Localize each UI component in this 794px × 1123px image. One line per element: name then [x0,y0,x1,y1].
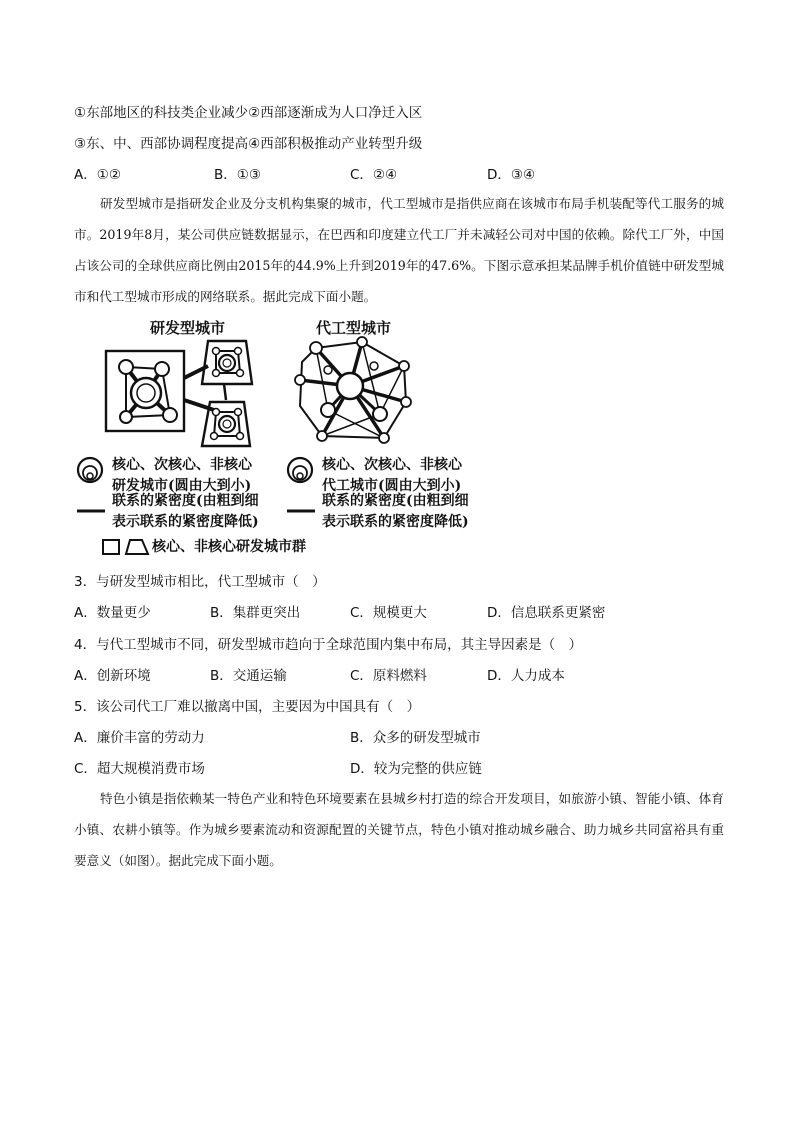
q4-option-c[interactable]: C．原料燃料 [350,668,427,684]
q5-option-c[interactable]: C．超大规模消费市场 [74,761,205,777]
legend-circle-text-left-line-2: 研发城市(圆由大到小) [112,478,252,494]
q4-option-d[interactable]: D．人力成本 [487,668,565,684]
q4-option-b[interactable]: B．交通运输 [210,668,287,684]
option-d[interactable]: D．③④ [487,167,536,183]
legend-line-icon-right [286,506,316,516]
passage-2-line-1: 特色小镇是指依赖某一特色产业和特色环境要素在县城乡村打造的综合开发项目，如旅游小镇、智能小 [100,791,674,806]
legend-circle-text-right-line-2: 代工城市(圆由大到小) [322,478,462,494]
q3-option-d[interactable]: D．信息联系更紧密 [487,605,606,621]
legend-circle-icon-left [76,456,106,484]
passage-2-line-2: 镇、体育小镇、农耕小镇等。作为城乡要素流动和资源配置的关键节点，特色小镇对推动城乡融合、助力城 [74,791,725,837]
prev-question-items-line1: ①东部地区的科技类企业减少②西部逐渐成为人口净迁入区 [74,105,423,121]
passage-2-line-3: 乡共同富裕具有重要意义（如图）。据此完成下面小题。 [74,822,725,868]
q5-option-b[interactable]: B．众多的研发型城市 [350,730,481,746]
option-a[interactable]: A．①② [74,167,121,183]
legend-line-text-left-line-1: 联系的紧密度(由粗到细 [112,493,259,509]
q3-option-a[interactable]: A．数量更少 [74,605,151,621]
q5-option-a[interactable]: A．廉价丰富的劳动力 [74,730,205,746]
q3-option-c[interactable]: C．规模更大 [350,605,427,621]
legend-line-icon-left [76,506,106,516]
legend-line-text-left-line-2: 表示联系的紧密度降低) [112,514,259,530]
q4-stem: 4．与代工型城市不同，研发型城市趋向于全球范围内集中布局，其主导因素是（ ） [74,637,583,653]
legend-circle-icon-right [286,456,316,484]
option-c[interactable]: C．②④ [350,167,398,183]
option-b[interactable]: B．①③ [214,167,261,183]
passage-2 [74,783,724,876]
q3-stem: 3．与研发型城市相比，代工型城市（ ） [74,574,326,590]
legend-line-text-right-line-1: 联系的紧密度(由粗到细 [322,493,469,509]
legend-circle-text-right-line-1: 核心、次核心、非核心 [322,457,462,473]
passage-1-line-3: 赖。除代工厂外，中国占该公司的全球供应商比例由2015年的44.9%上升到2019年的47.6%。下图示意承 [74,227,724,273]
q4-option-a[interactable]: A．创新环境 [74,668,151,684]
q5-option-d[interactable]: D．较为完整的供应链 [350,761,482,777]
legend-line-text-left [112,491,259,533]
passage-1 [74,188,724,312]
legend-line-text-right [322,491,469,533]
legend-cluster-text: 核心、非核心研发城市群 [152,539,306,555]
passage-1-line-4: 担某品牌手机价值链中研发型城市和代工型城市形成的网络联系。据此完成下面小题。 [74,258,725,304]
research-city-diagram [104,338,254,450]
manufacturing-city-diagram [294,336,418,444]
legend-circle-text-left-line-1: 核心、次核心、非核心 [112,457,252,473]
q5-stem: 5．该公司代工厂难以撤离中国，主要因为中国具有（ ） [74,699,421,715]
q3-option-b[interactable]: B．集群更突出 [210,605,301,621]
passage-1-line-2: 工服务的城市。2019年8月，某公司供应链数据显示，在巴西和印度建立代工厂并未减轻公司对中国的依 [74,196,725,242]
legend-cluster-icon [102,538,150,556]
passage-1-line-1: 研发型城市是指研发企业及分支机构集聚的城市，代工型城市是指供应商在该城市布局手机装配等代 [100,196,661,211]
figure-right-title: 代工型城市 [316,319,392,337]
legend-line-text-right-line-2: 表示联系的紧密度降低) [322,514,469,530]
figure-left-title: 研发型城市 [150,319,226,337]
prev-question-items-line2: ③东、中、西部协调程度提高④西部积极推动产业转型升级 [74,136,423,152]
